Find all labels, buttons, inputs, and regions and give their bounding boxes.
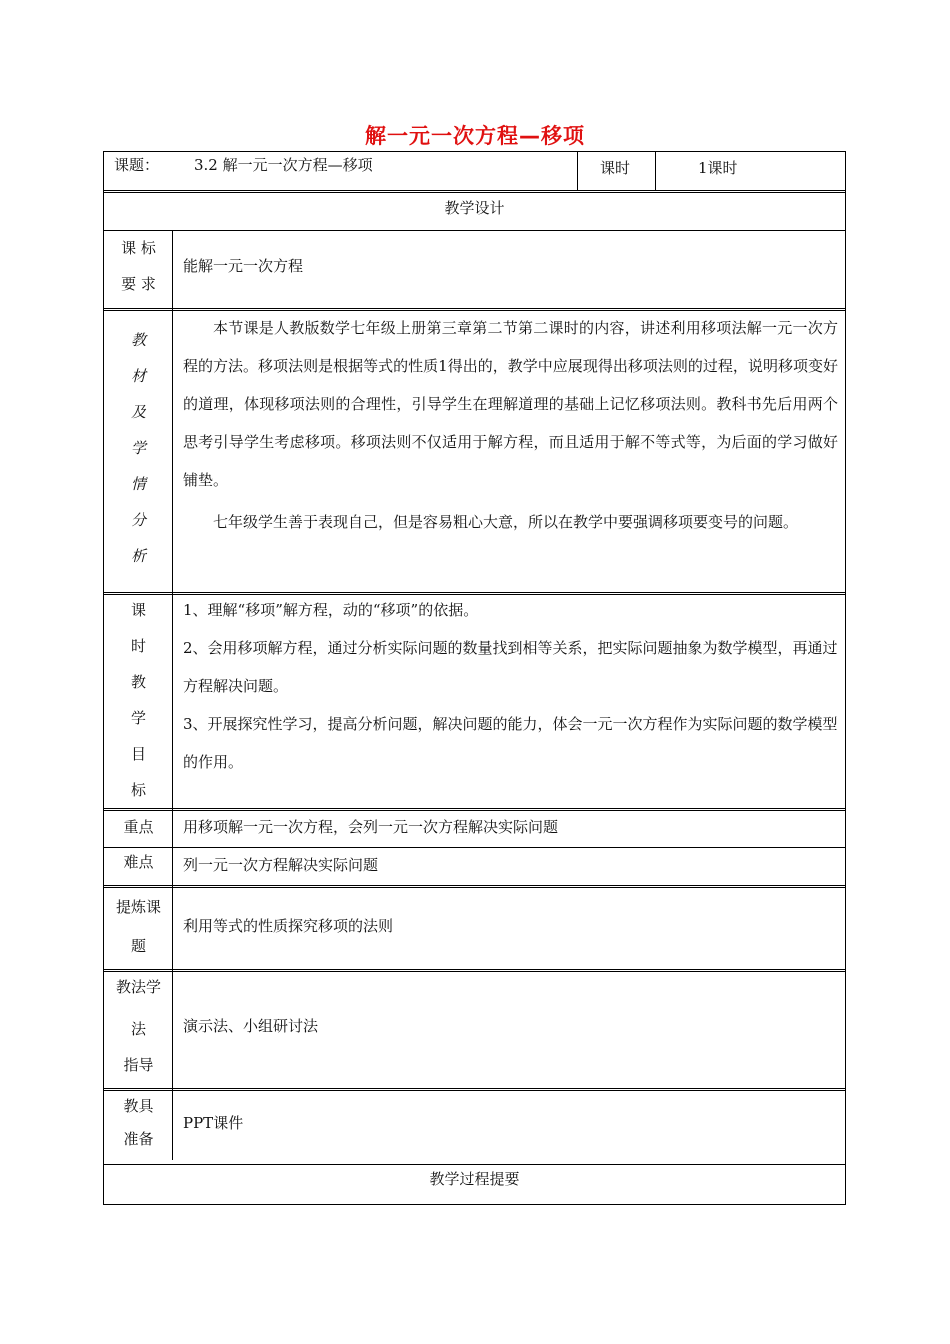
analysis-label-5: 情 bbox=[130, 475, 146, 493]
objectives-label-5: 目 bbox=[130, 745, 146, 763]
standard-label-2: 要 求 bbox=[121, 275, 156, 293]
analysis-paragraph-2: 七年级学生善于表现自己，但是容易粗心大意，所以在教学中要强调移项要变号的问题。 bbox=[213, 513, 799, 531]
refine-label-1: 提炼课 bbox=[115, 898, 161, 916]
analysis-paragraph-1: 本节课是人教版数学七年级上册第三章第二节第二课时的内容，讲述利用移项法解一元一次方程的方法。移项法则是根据等式的性质1得出的，教学中应展现得出移项法则的过程，说明移项变好的道理，体现移项法则的合理性，引导学生在理解道理的基础上记忆移项法则。教科书先后用两个思考引导学生考虑移项。移项法则不仅适用于解方程，而且适用于解不等式等，为后面的学习做好铺垫。 bbox=[183, 319, 838, 489]
standard-content: 能解一元一次方程 bbox=[183, 257, 304, 275]
objective-item-2: 2、会用移项解方程，通过分析实际问题的数量找到相等关系，把实际问题抽象为数学模型，再通过方程解决问题。 bbox=[183, 639, 838, 695]
page-title: 解一元一次方程—移项 bbox=[365, 124, 585, 148]
analysis-label-6: 分 bbox=[130, 511, 146, 529]
objectives-label-4: 学 bbox=[130, 709, 146, 727]
methods-label-2: 法 bbox=[130, 1020, 146, 1038]
refine-label-2: 题 bbox=[130, 937, 146, 955]
tools-content: PPT课件 bbox=[183, 1114, 244, 1132]
analysis-label-4: 学 bbox=[130, 439, 146, 457]
analysis-label-3: 及 bbox=[130, 403, 146, 421]
difficulty-content: 列一元一次方程解决实际问题 bbox=[183, 856, 379, 874]
methods-label-1: 教法学 bbox=[115, 978, 161, 996]
key-point-label: 重点 bbox=[123, 818, 154, 836]
methods-label-3: 指导 bbox=[123, 1056, 154, 1074]
difficulty-label: 难点 bbox=[123, 853, 154, 871]
period-label: 课时 bbox=[600, 159, 631, 177]
objective-item-1: 1、理解“移项”解方程，动的“移项”的依据。 bbox=[183, 601, 479, 619]
key-point-content: 用移项解一元一次方程，会列一元一次方程解决实际问题 bbox=[183, 818, 559, 836]
lesson-plan-table bbox=[103, 151, 846, 1205]
topic-value: 3.2 解一元一次方程—移项 bbox=[194, 156, 373, 174]
objective-item-3: 3、开展探究性学习，提高分析问题，解决问题的能力，体会一元一次方程作为实际问题的数学模型的作用。 bbox=[183, 715, 838, 771]
analysis-label-7: 析 bbox=[130, 547, 146, 565]
objectives-label-3: 教 bbox=[130, 673, 146, 691]
analysis-label-1: 教 bbox=[130, 331, 146, 349]
methods-content: 演示法、小组研讨法 bbox=[183, 1017, 319, 1035]
objectives-label-1: 课 bbox=[130, 601, 146, 619]
period-value: 1课时 bbox=[698, 159, 738, 177]
objectives-label-2: 时 bbox=[130, 637, 146, 655]
standard-label-1: 课 标 bbox=[121, 239, 156, 257]
objectives-label-6: 标 bbox=[130, 781, 146, 799]
tools-label-1: 教具 bbox=[123, 1097, 154, 1115]
tools-label-2: 准备 bbox=[123, 1130, 154, 1148]
design-heading: 教学设计 bbox=[444, 199, 505, 217]
analysis-label-2: 材 bbox=[130, 367, 146, 385]
process-heading: 教学过程提要 bbox=[429, 1170, 520, 1188]
topic-label: 课题： bbox=[114, 156, 160, 174]
refine-content: 利用等式的性质探究移项的法则 bbox=[183, 917, 394, 935]
